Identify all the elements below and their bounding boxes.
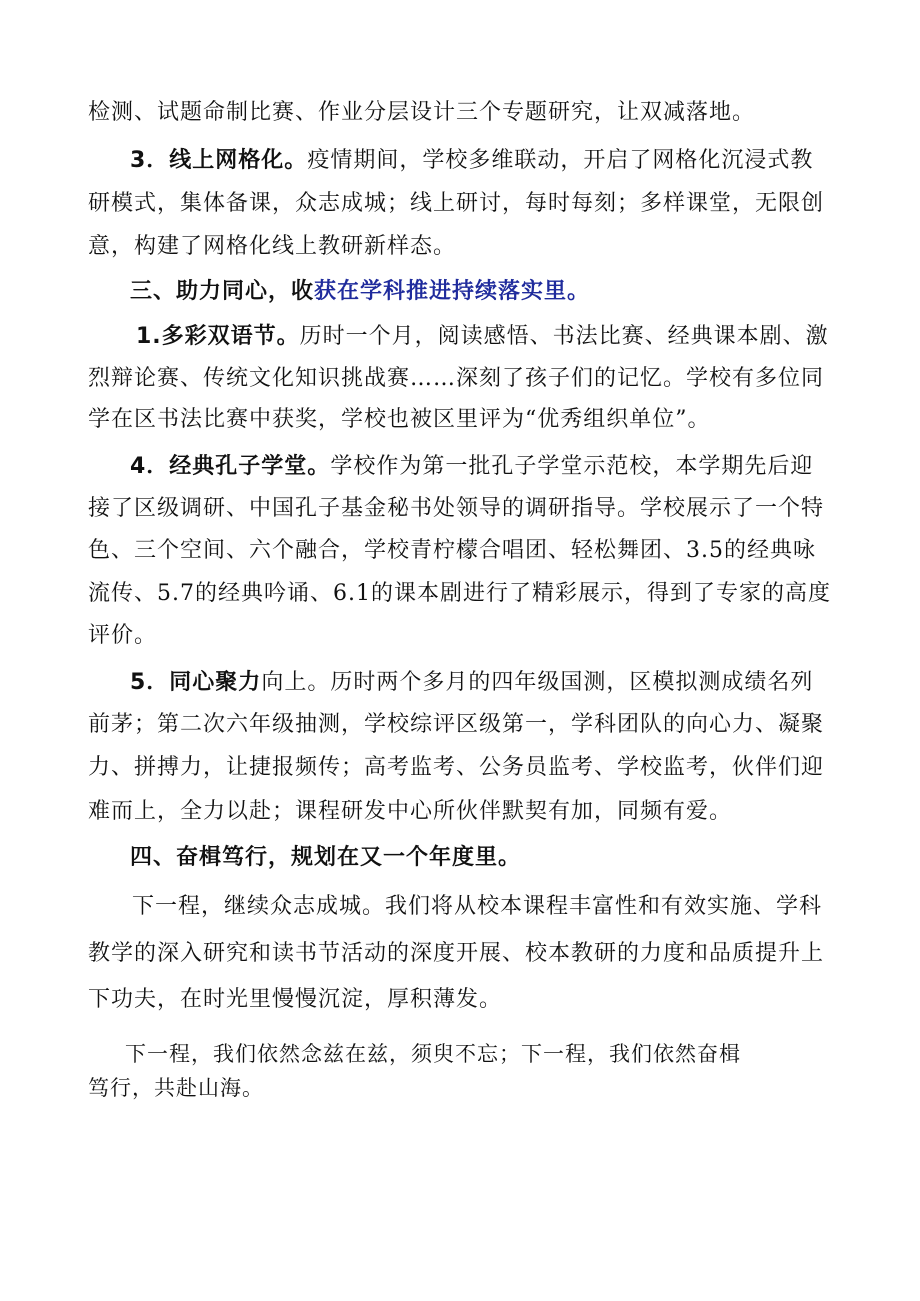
paragraph-line: 下一程，我们依然念兹在兹，须臾不忘；下一程，我们依然奋楫 (125, 1042, 741, 1066)
item-text: 向上。历时两个多月的四年级国测，区模拟测成绩名列 (261, 670, 814, 695)
section-heading-part: 获在学科推进持续落实里。 (314, 279, 591, 304)
section-heading: 四、奋楫笃行，规划在又一个年度里。 (130, 845, 522, 870)
paragraph-line: 力、拼搏力，让捷报频传；高考监考、公务员监考、学校监考，伙伴们迎 (88, 755, 825, 780)
paragraph-line (130, 668, 813, 698)
paragraph-line: 研模式，集体备课，众志成城；线上研讨，每时每刻；多样课堂，无限创 (88, 191, 825, 216)
paragraph-line: 难而上，全力以赴；课程研发中心所伙伴默契有加，同频有爱。 (88, 799, 733, 824)
item-text: 疫情期间，学校多维联动，开启了网格化沉浸式教 (307, 148, 814, 173)
paragraph-line: 笃行，共赴山海。 (88, 1076, 264, 1100)
paragraph-line: 下一程，继续众志成城。我们将从校本课程丰富性和有效实施、学科 (132, 894, 823, 919)
paragraph-line: 流传、5.7的经典吟诵、6.1的课本剧进行了精彩展示，得到了专家的高度 (88, 581, 831, 606)
paragraph-line (136, 322, 829, 352)
item-heading: 5．同心聚力 (130, 670, 262, 695)
section-heading (130, 277, 590, 307)
paragraph-line: 前茅；第二次六年级抽测，学校综评区级第一，学科团队的向心力、凝聚 (88, 712, 825, 737)
item-heading: 3．线上网格化。 (130, 148, 308, 173)
paragraph-line (130, 146, 813, 176)
paragraph-line: 学在区书法比赛中获奖，学校也被区里评为“优秀组织单位”。 (88, 407, 711, 432)
paragraph-line: 烈辩论赛、传统文化知识挑战赛……深刻了孩子们的记忆。学校有多位同 (88, 366, 825, 391)
paragraph-line: 接了区级调研、中国孔子基金秘书处领导的调研指导。学校展示了一个特 (88, 496, 825, 521)
paragraph-line: 意，构建了网格化线上教研新样态。 (88, 234, 457, 259)
paragraph-line: 教学的深入研究和读书节活动的深度开展、校本教研的力度和品质提升上 (88, 941, 825, 966)
item-text: 学校作为第一批孔子学堂示范校，本学期先后迎 (330, 454, 814, 479)
paragraph-line (130, 452, 813, 482)
item-text: 历时一个月，阅读感悟、书法比赛、经典课本剧、激 (299, 324, 829, 349)
paragraph-line: 评价。 (88, 623, 158, 648)
paragraph-line: 下功夫，在时光里慢慢沉淀，厚积薄发。 (88, 987, 503, 1012)
paragraph-line: 检测、试题命制比赛、作业分层设计三个专题研究，让双减落地。 (88, 100, 756, 125)
item-heading: 4．经典孔子学堂。 (130, 454, 331, 479)
paragraph-line: 色、三个空间、六个融合，学校青柠檬合唱团、轻松舞团、3.5的经典咏 (88, 538, 816, 563)
item-heading: 1.多彩双语节。 (136, 324, 300, 349)
section-heading-part: 三、助力同心，收 (130, 279, 315, 304)
